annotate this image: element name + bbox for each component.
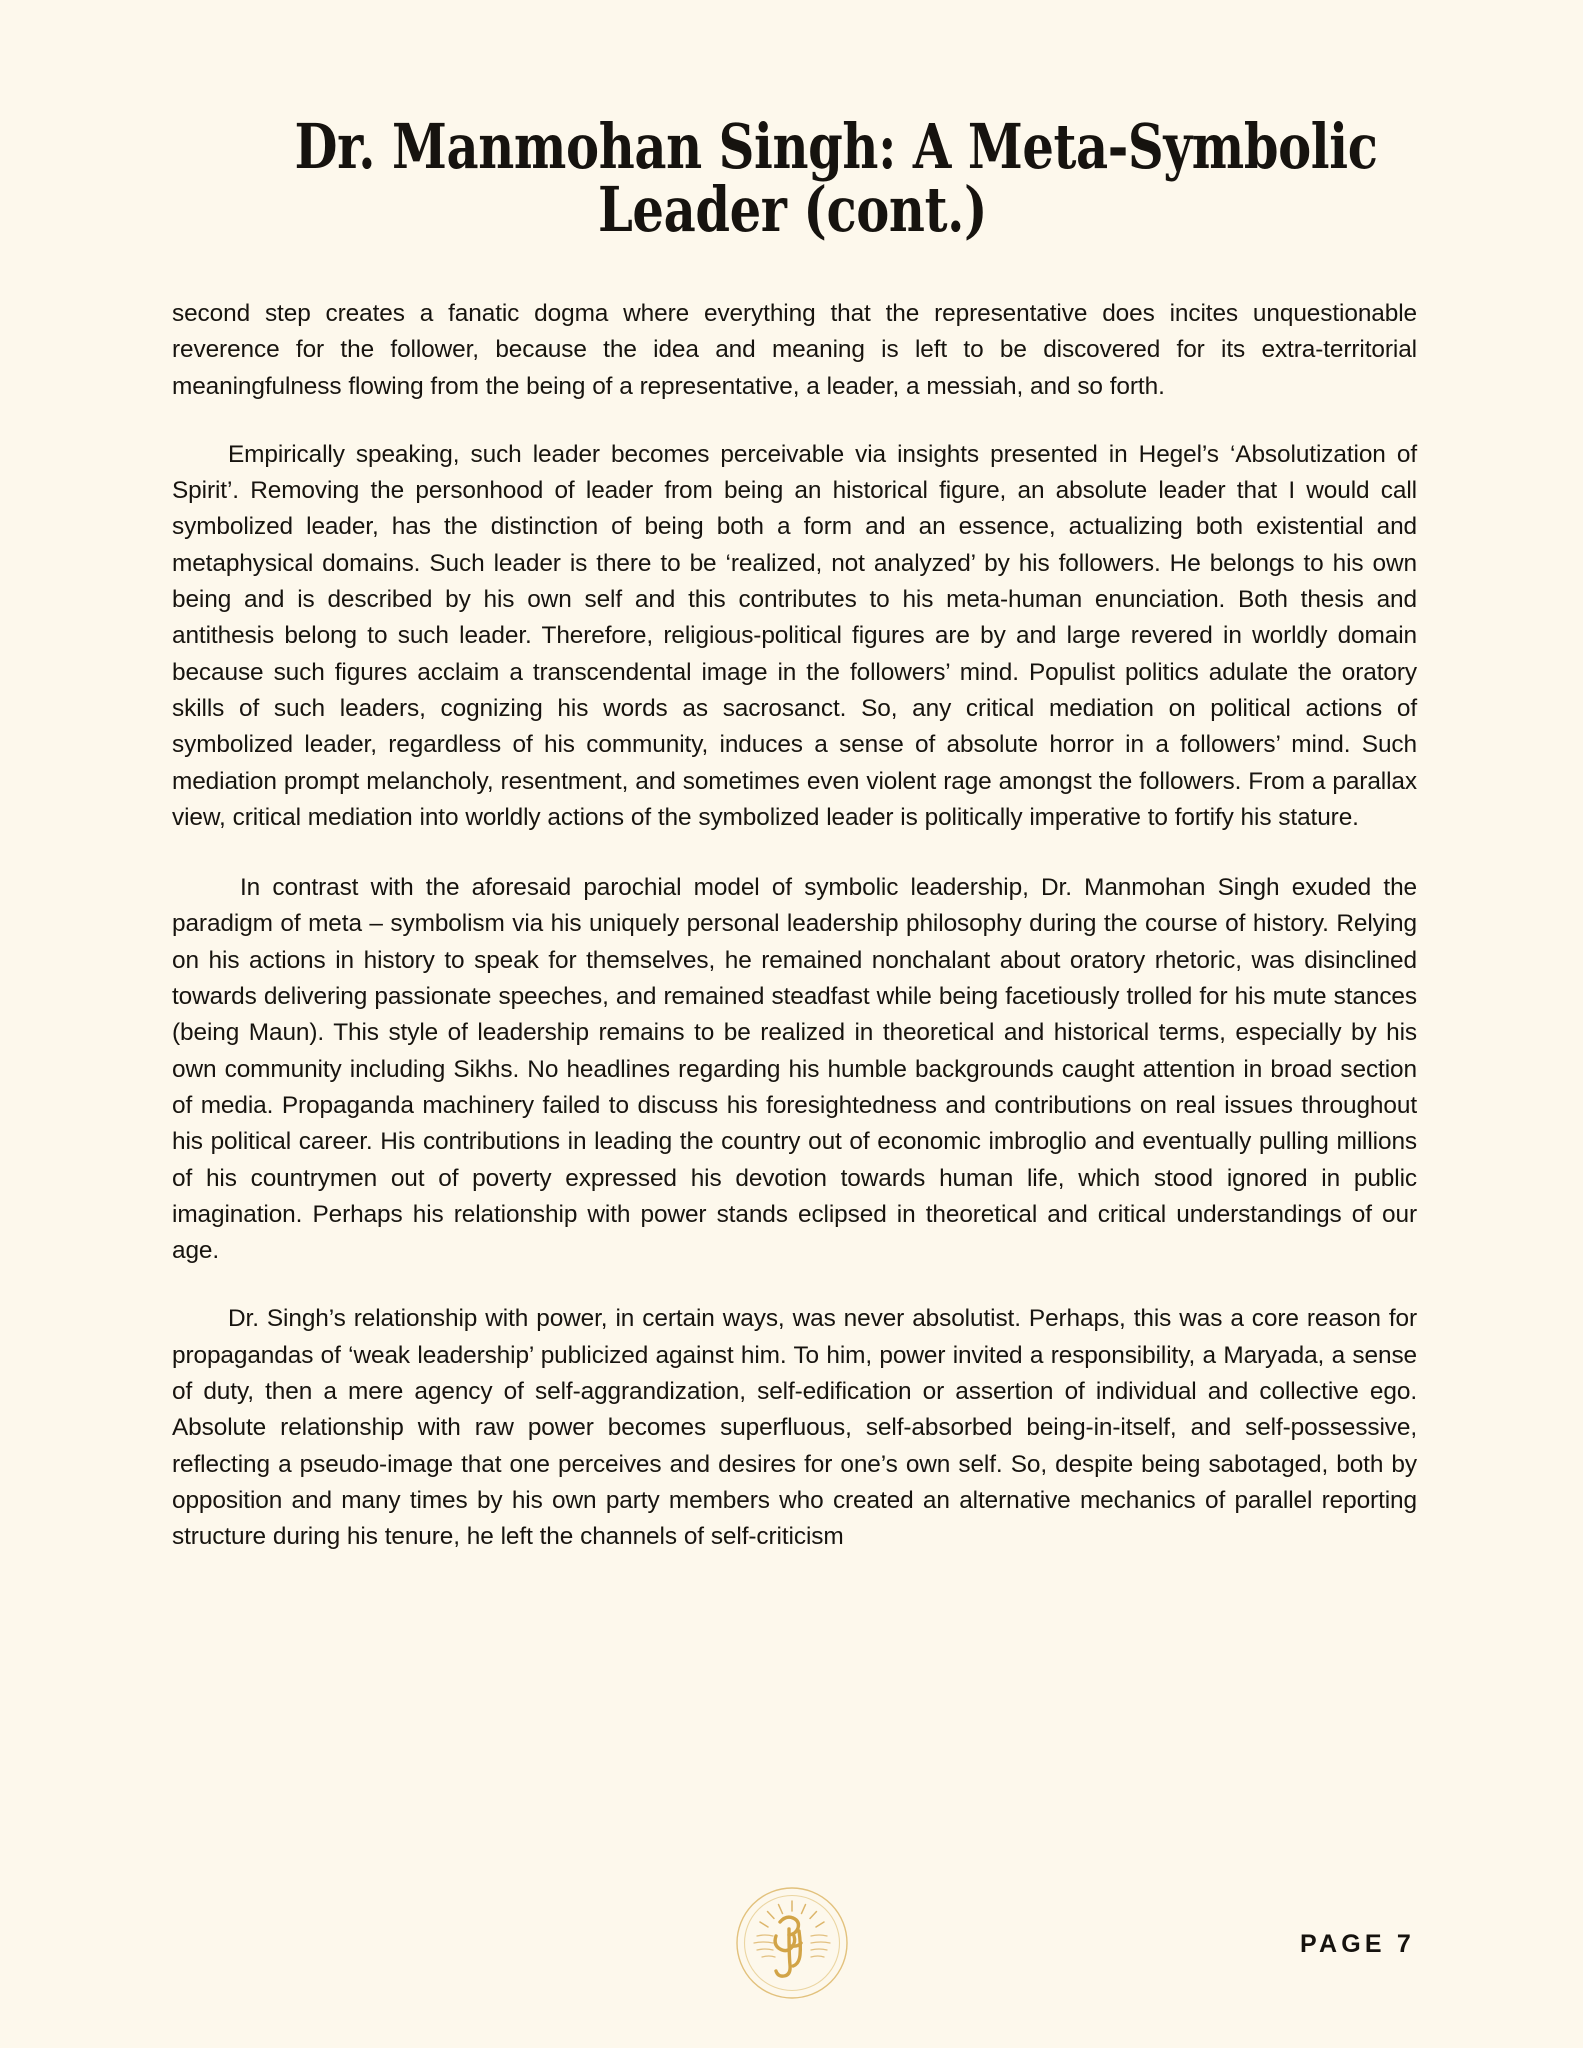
paragraph-1	[172, 296, 1417, 405]
paragraph-4	[172, 1301, 1417, 1555]
paragraph-1-text: second step creates a fanatic dogma where everything that the representative does incites unquestionable reverence for the follower, because the idea and meaning is left to be discovered for its extra-territorial meaningfulness flowing from the being of a representative, a leader, a messiah, and so forth.	[172, 300, 1417, 400]
circular-monogram-logo	[733, 1884, 851, 2002]
paragraph-4-text: Dr. Singh’s relationship with power, in certain ways, was never absolutist. Perhaps, this was a core reason for propagandas of ‘weak leadership’ publicized against him. To him, power invited a responsibility, a Maryada, a sense of duty, then a mere agency of self-aggrandization, self-edification or assertion of individual and collective ego. Absolute relationship with raw power becomes superfluous, self-absorbed being-in-itself, and self-possessive, reflecting a pseudo-image that one perceives and desires for one’s own self. So, despite being sabotaged, both by opposition and many times by his own party members who created an alternative mechanics of parallel reporting structure during his tenure, he left the channels of self-criticism	[172, 1305, 1417, 1551]
paragraph-3-text: In contrast with the aforesaid parochial model of symbolic leadership, Dr. Manmohan Singh exuded the paradigm of meta – symbolism via his uniquely personal leadership philosophy during the course of history. Relying on his actions in history to speak for themselves, he remained nonchalant about oratory rhetoric, was disinclined towards delivering passionate speeches, and remained steadfast while being facetiously trolled for his mute stances (being Maun). This style of leadership remains to be realized in theoretical and historical terms, especially by his own community including Sikhs. No headlines regarding his humble backgrounds caught attention in broad section of media. Propaganda machinery failed to discuss his foresightedness and contributions on real issues throughout his political career. His contributions in leading the country out of economic imbroglio and eventually pulling millions of his countrymen out of poverty expressed his devotion towards human life, which stood ignored in public imagination. Perhaps his relationship with power stands eclipsed in theoretical and critical understandings of our age.	[172, 874, 1417, 1265]
page-footer	[0, 1874, 1583, 2048]
paragraph-2-text: Empirically speaking, such leader becomes perceivable via insights presented in Hegel’s ‘Absolutization of Spirit’. Removing the personhood of leader from being an historical figure, an absolute leader that I would call symbolized leader, has the distinction of being both a form and an essence, actualizing both existential and metaphysical domains. Such leader is there to be ‘realized, not analyzed’ by his followers. He belongs to his own being and is described by his own self and this contributes to his meta-human enunciation. Both thesis and antithesis belong to such leader. Therefore, religious-political figures are by and large revered in worldly domain because such figures acclaim a transcendental image in the followers’ mind. Populist politics adulate the oratory skills of such leaders, cognizing his words as sacrosanct. So, any critical mediation on political actions of symbolized leader, regardless of his community, induces a sense of absolute horror in a followers’ mind. Such mediation prompt melancholy, resentment, and sometimes even violent rage amongst the followers. From a parallax view, critical mediation into worldly actions of the symbolized leader is politically imperative to fortify his stature.	[172, 440, 1417, 831]
page-number: PAGE 7	[1299, 1930, 1415, 1958]
paragraph-3	[172, 870, 1417, 1269]
page-title-line-2: Leader (cont.)	[597, 172, 988, 246]
page-title	[170, 110, 1415, 246]
paragraph-2	[172, 437, 1417, 836]
page-title-line-1: Dr. Manmohan Singh: A Meta-Symbolic	[294, 110, 1378, 183]
body-content	[172, 296, 1417, 1556]
